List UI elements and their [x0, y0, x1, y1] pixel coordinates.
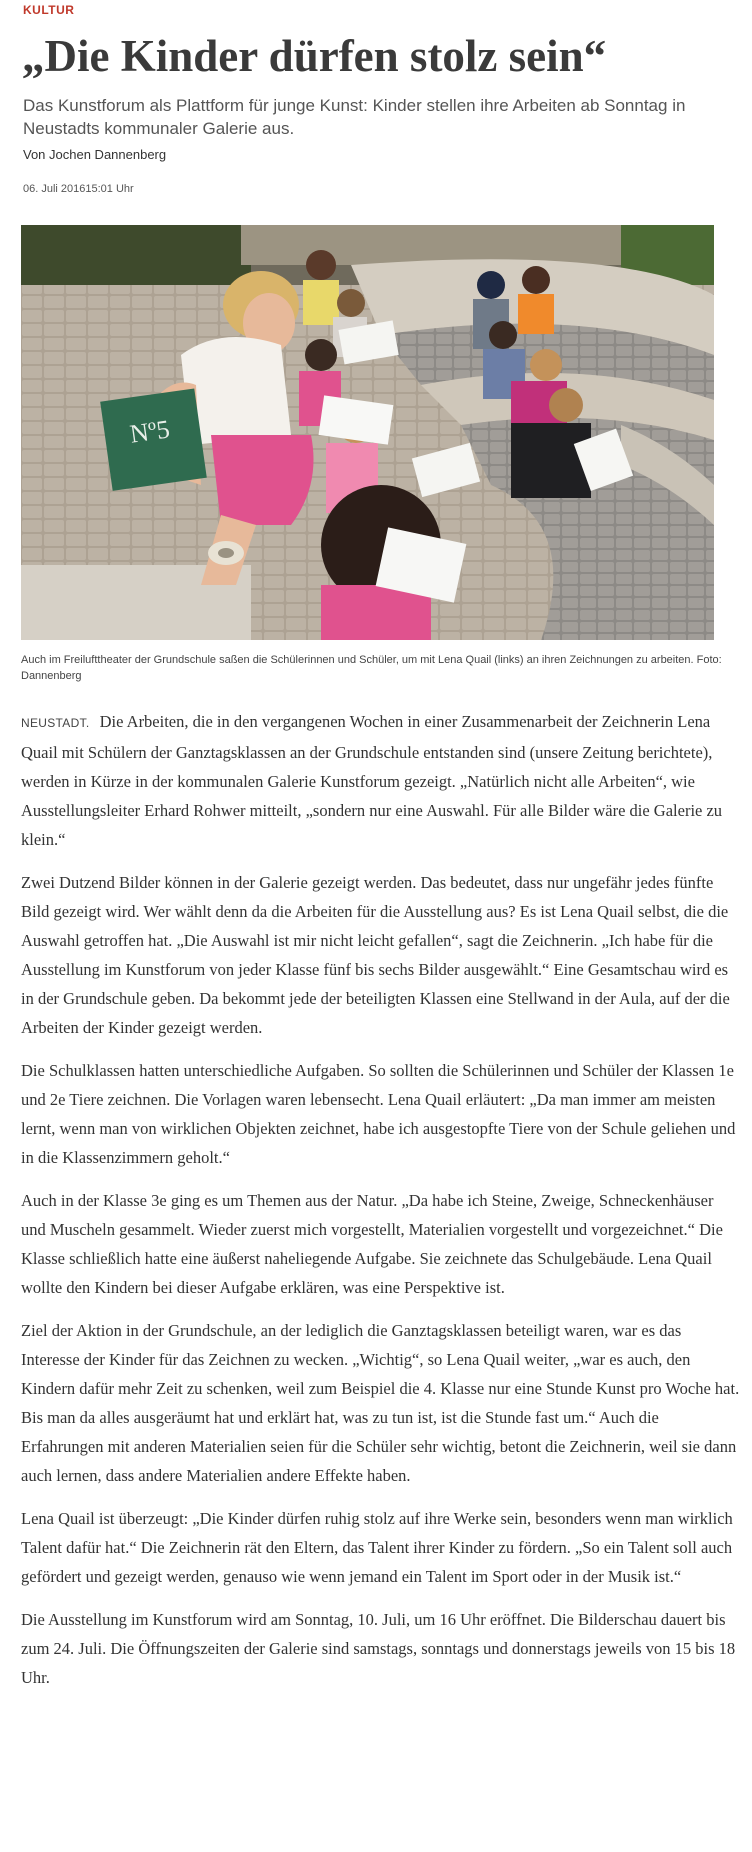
section-kicker[interactable]: KULTUR	[23, 3, 75, 17]
paragraph-3: Die Schulklassen hatten unterschiedliche Aufgaben. So sollten die Schülerinnen und Schüler der Klassen 1e und 2e Tiere zeichnen. Die Vorlagen waren lebensecht. Lena Quail erläutert: „Da man immer am meisten lernt, wenn man von wirklichen Objekten zeichnet, habe ich ausgestopfte Tiere von der Schule geliehen und in die Klassenzimmern geholt.“	[21, 1061, 736, 1167]
article-lead: Das Kunstforum als Plattform für junge Kunst: Kinder stellen ihre Arbeiten ab Sonntag in Neustadts kommunaler Galerie aus.	[23, 96, 686, 138]
paragraph-7: Die Ausstellung im Kunstforum wird am Sonntag, 10. Juli, um 16 Uhr eröffnet. Die Bilderschau dauert bis zum 24. Juli. Die Öffnungszeiten der Galerie sind samstags, sonntags und donnerstags jeweils von 15 bis 18 Uhr.	[21, 1610, 736, 1687]
article-byline: Von Jochen Dannenberg	[23, 147, 167, 162]
photo-illustration	[21, 225, 714, 640]
paragraph-2: Zwei Dutzend Bilder können in der Galerie gezeigt werden. Das bedeutet, dass nur ungefähr jedes fünfte Bild gezeigt wird. Wer wählt denn da die Arbeiten für die Ausstellung aus? Es ist Lena Quail selbst, die die Auswahl getroffen hat. „Die Auswahl ist mir nicht leicht gefallen“, sagt die Zeichnerin. „Ich habe für die Ausstellung im Kunstforum von jeder Klasse fünf bis sechs Bilder ausgewählt.“ Eine Gesamtschau wird es in der Grundschule geben. Da bekommt jede der beteiligten Klassen eine Stellwand in der Aula, auf der die Arbeiten der Kinder gezeigt werden.	[21, 873, 730, 1037]
article-body	[21, 707, 741, 1706]
dateline: NEUSTADT.	[21, 716, 90, 730]
paragraph-5: Ziel der Aktion in der Grundschule, an der lediglich die Ganztagsklassen beteiligt waren, war es das Interesse der Kinder für das Zeichnen zu wecken. „Wichtig“, so Lena Quail weiter, „war es auch, den Kindern dafür mehr Zeit zu schenken, weil zum Beispiel die 4. Klasse nur eine Stunde Kunst pro Woche hat. Bis man da alles ausgeräumt hat und erklärt hat, was zu tun ist, ist die Stunde fast um.“ Auch die Erfahrungen mit anderen Materialien seien für die Schüler sehr wichtig, betont die Zeichnerin, weil sie dann auch lernen, dass andere Materialien andere Effekte haben.	[21, 1321, 740, 1485]
paragraph-4: Auch in der Klasse 3e ging es um Themen aus der Natur. „Da habe ich Steine, Zweige, Schneckenhäuser und Muscheln gesammelt. Wieder zuerst mich vorgestellt, Materialien vorgestellt und vorgezeichnet.“ Die Klasse schließlich hatte eine äußerst naheliegende Aufgabe. Sie zeichnete das Schulgebäude. Lena Quail wollte den Kindern bei dieser Aufgabe erklären, was eine Perspektive ist.	[21, 1191, 723, 1297]
photo-caption: Auch im Freilufttheater der Grundschule saßen die Schülerinnen und Schüler, um mit Lena Quail (links) an ihren Zeichnungen zu arbeiten. Foto: Dannenberg	[21, 654, 722, 682]
article-datetime	[23, 183, 134, 195]
article-photo[interactable]	[21, 225, 714, 640]
paragraph-6: Lena Quail ist überzeugt: „Die Kinder dürfen ruhig stolz auf ihre Werke sein, besonders wenn man wirklich Talent dafür hat.“ Die Zeichnerin rät den Eltern, das Talent ihrer Kinder zu fördern. „So ein Talent soll auch gefördert und gezeigt werden, genauso wie wenn jemand ein Talent im Sport oder in der Musik ist.“	[21, 1509, 733, 1586]
article-headline: „Die Kinder dürfen stolz sein“	[22, 31, 607, 81]
paragraph-1	[21, 707, 741, 854]
folder-label: Nº5	[127, 414, 172, 449]
paragraph-1-text: Die Arbeiten, die in den vergangenen Wochen in einer Zusammenarbeit der Zeichnerin Lena Quail mit Schülern der Ganztagsklassen an der Grundschule entstanden sind (unsere Zeitung berichtete), werden in Kürze in der kommunalen Galerie Kunstforum gezeigt. „Natürlich nicht alle Arbeiten“, wie Ausstellungsleiter Erhard Rohwer mitteilt, „sondern nur eine Auswahl. Für alle Bilder wäre die Galerie zu klein.“	[21, 712, 723, 849]
article-time: 15:01 Uhr	[85, 183, 134, 195]
article-date: 06. Juli 2016	[23, 183, 86, 195]
